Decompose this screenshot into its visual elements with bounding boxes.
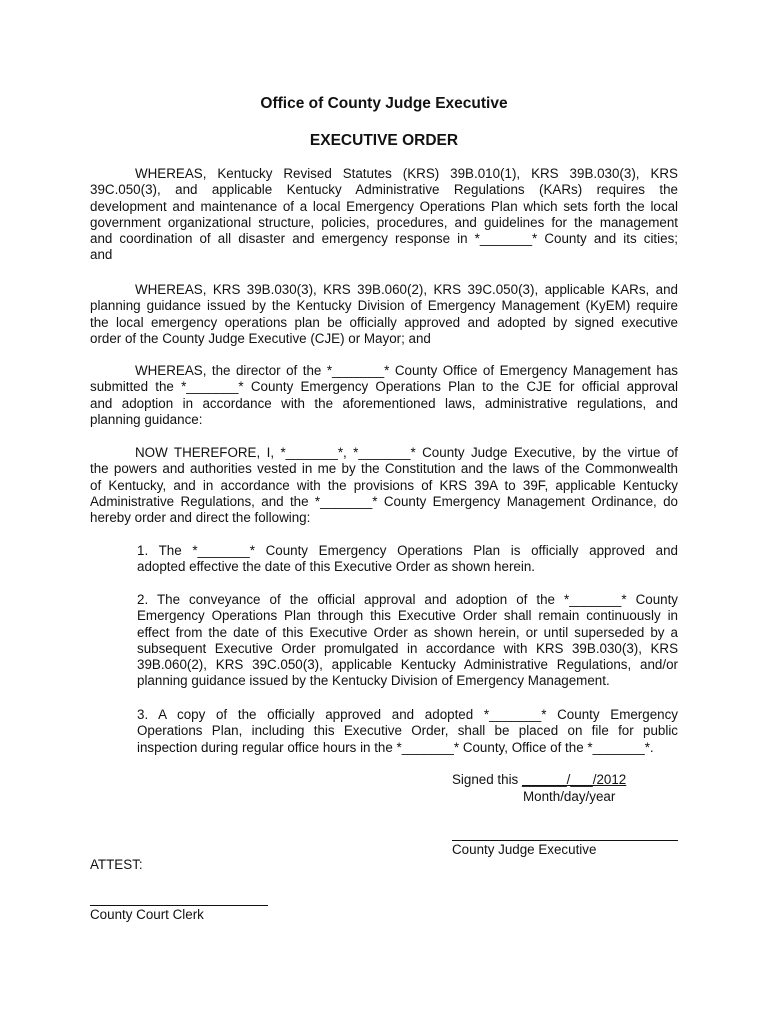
clerk-signature-label: County Court Clerk — [90, 907, 204, 922]
text-line: effect from the date of this Executive Order as shown herein, or until superseded by a — [137, 624, 678, 640]
text-line: the powers and authorities vested in me by the Constitution and the laws of the Commonwealth — [90, 461, 678, 477]
text-line: and — [90, 247, 113, 263]
text-line: hereby order and direct the following: — [90, 510, 311, 526]
order-item-2 — [137, 592, 678, 690]
clerk-signature-line — [90, 905, 268, 906]
text-line: Operations Plan, including this Executive Order, shall be placed on file for public — [137, 723, 678, 739]
text-line: and coordination of all disaster and emergency response in *_______* County and its cities; — [90, 231, 678, 247]
text-line: order of the County Judge Executive (CJE) or Mayor; and — [90, 330, 431, 346]
order-item-3 — [137, 707, 678, 756]
office-heading: Office of County Judge Executive — [260, 95, 508, 112]
text-line: Emergency Operations Plan through this Executive Order shall remain continuously in — [137, 608, 678, 624]
text-line: 39B.060(2), KRS 39C.050(3), applicable Kentucky Administrative Regulations, and/or — [137, 657, 678, 673]
text-line: subsequent Executive Order promulgated in accordance with KRS 39B.030(3), KRS — [137, 640, 678, 656]
signed-this-label: Signed this — [452, 772, 519, 787]
text-line: planning guidance issued by the Kentucky Division of Emergency Management. — [137, 673, 610, 689]
text-line: 3. A copy of the officially approved and adopted *_______* County Emergency — [137, 707, 678, 722]
signature-date-field: ______/___/2012 — [522, 772, 627, 787]
text-line: planning guidance: — [90, 411, 203, 427]
text-line: of Kentucky, and in accordance with the provisions of KRS 39A to 39F, applicable Kentucky — [90, 477, 678, 493]
text-line: 39C.050(3), and applicable Kentucky Administrative Regulations (KARs) requires the — [90, 182, 678, 198]
signed-this-line — [452, 772, 626, 788]
attest-label: ATTEST: — [90, 857, 143, 872]
text-line: development and maintenance of a local Emergency Operations Plan which sets forth the local — [90, 198, 678, 214]
text-line: adopted effective the date of this Executive Order as shown herein. — [137, 559, 535, 575]
text-line: inspection during regular office hours in the *_______* County, Office of the *_______*. — [137, 739, 654, 755]
text-line: and adoption in accordance with the aforementioned laws, administrative regulations, and — [90, 395, 678, 411]
text-line: submitted the *_______* County Emergency Operations Plan to the CJE for official approval — [90, 379, 678, 395]
whereas-paragraph-3 — [90, 363, 678, 428]
text-line: government organizational structure, policies, procedures, and guidelines for the management — [90, 214, 678, 230]
text-line: WHEREAS, KRS 39B.030(3), KRS 39B.060(2), KRS 39C.050(3), applicable KARs, and — [135, 282, 678, 297]
date-format-label: Month/day/year — [523, 789, 616, 804]
now-therefore-paragraph — [90, 445, 678, 526]
judge-signature-line — [452, 840, 678, 841]
text-line: NOW THEREFORE, I, *_______*, *_______* County Judge Executive, by the virtue of — [135, 445, 678, 460]
document-title: EXECUTIVE ORDER — [309, 132, 459, 149]
text-line: Administrative Regulations, and the *_______* County Emergency Management Ordinance, do — [90, 493, 678, 509]
text-line: WHEREAS, Kentucky Revised Statutes (KRS) 39B.010(1), KRS 39B.030(3), KRS — [135, 166, 678, 181]
order-item-1 — [137, 543, 678, 576]
whereas-paragraph-1 — [90, 166, 678, 264]
text-line: 2. The conveyance of the official approval and adoption of the *_______* County — [137, 592, 678, 607]
text-line: WHEREAS, the director of the *_______* County Office of Emergency Management has — [135, 363, 678, 378]
judge-signature-label: County Judge Executive — [452, 842, 597, 857]
text-line: the local emergency operations plan be officially approved and adopted by signed executive — [90, 314, 678, 330]
whereas-paragraph-2 — [90, 282, 678, 347]
text-line: 1. The *_______* County Emergency Operations Plan is officially approved and — [137, 543, 678, 558]
text-line: planning guidance issued by the Kentucky Division of Emergency Management (KyEM) require — [90, 298, 678, 314]
